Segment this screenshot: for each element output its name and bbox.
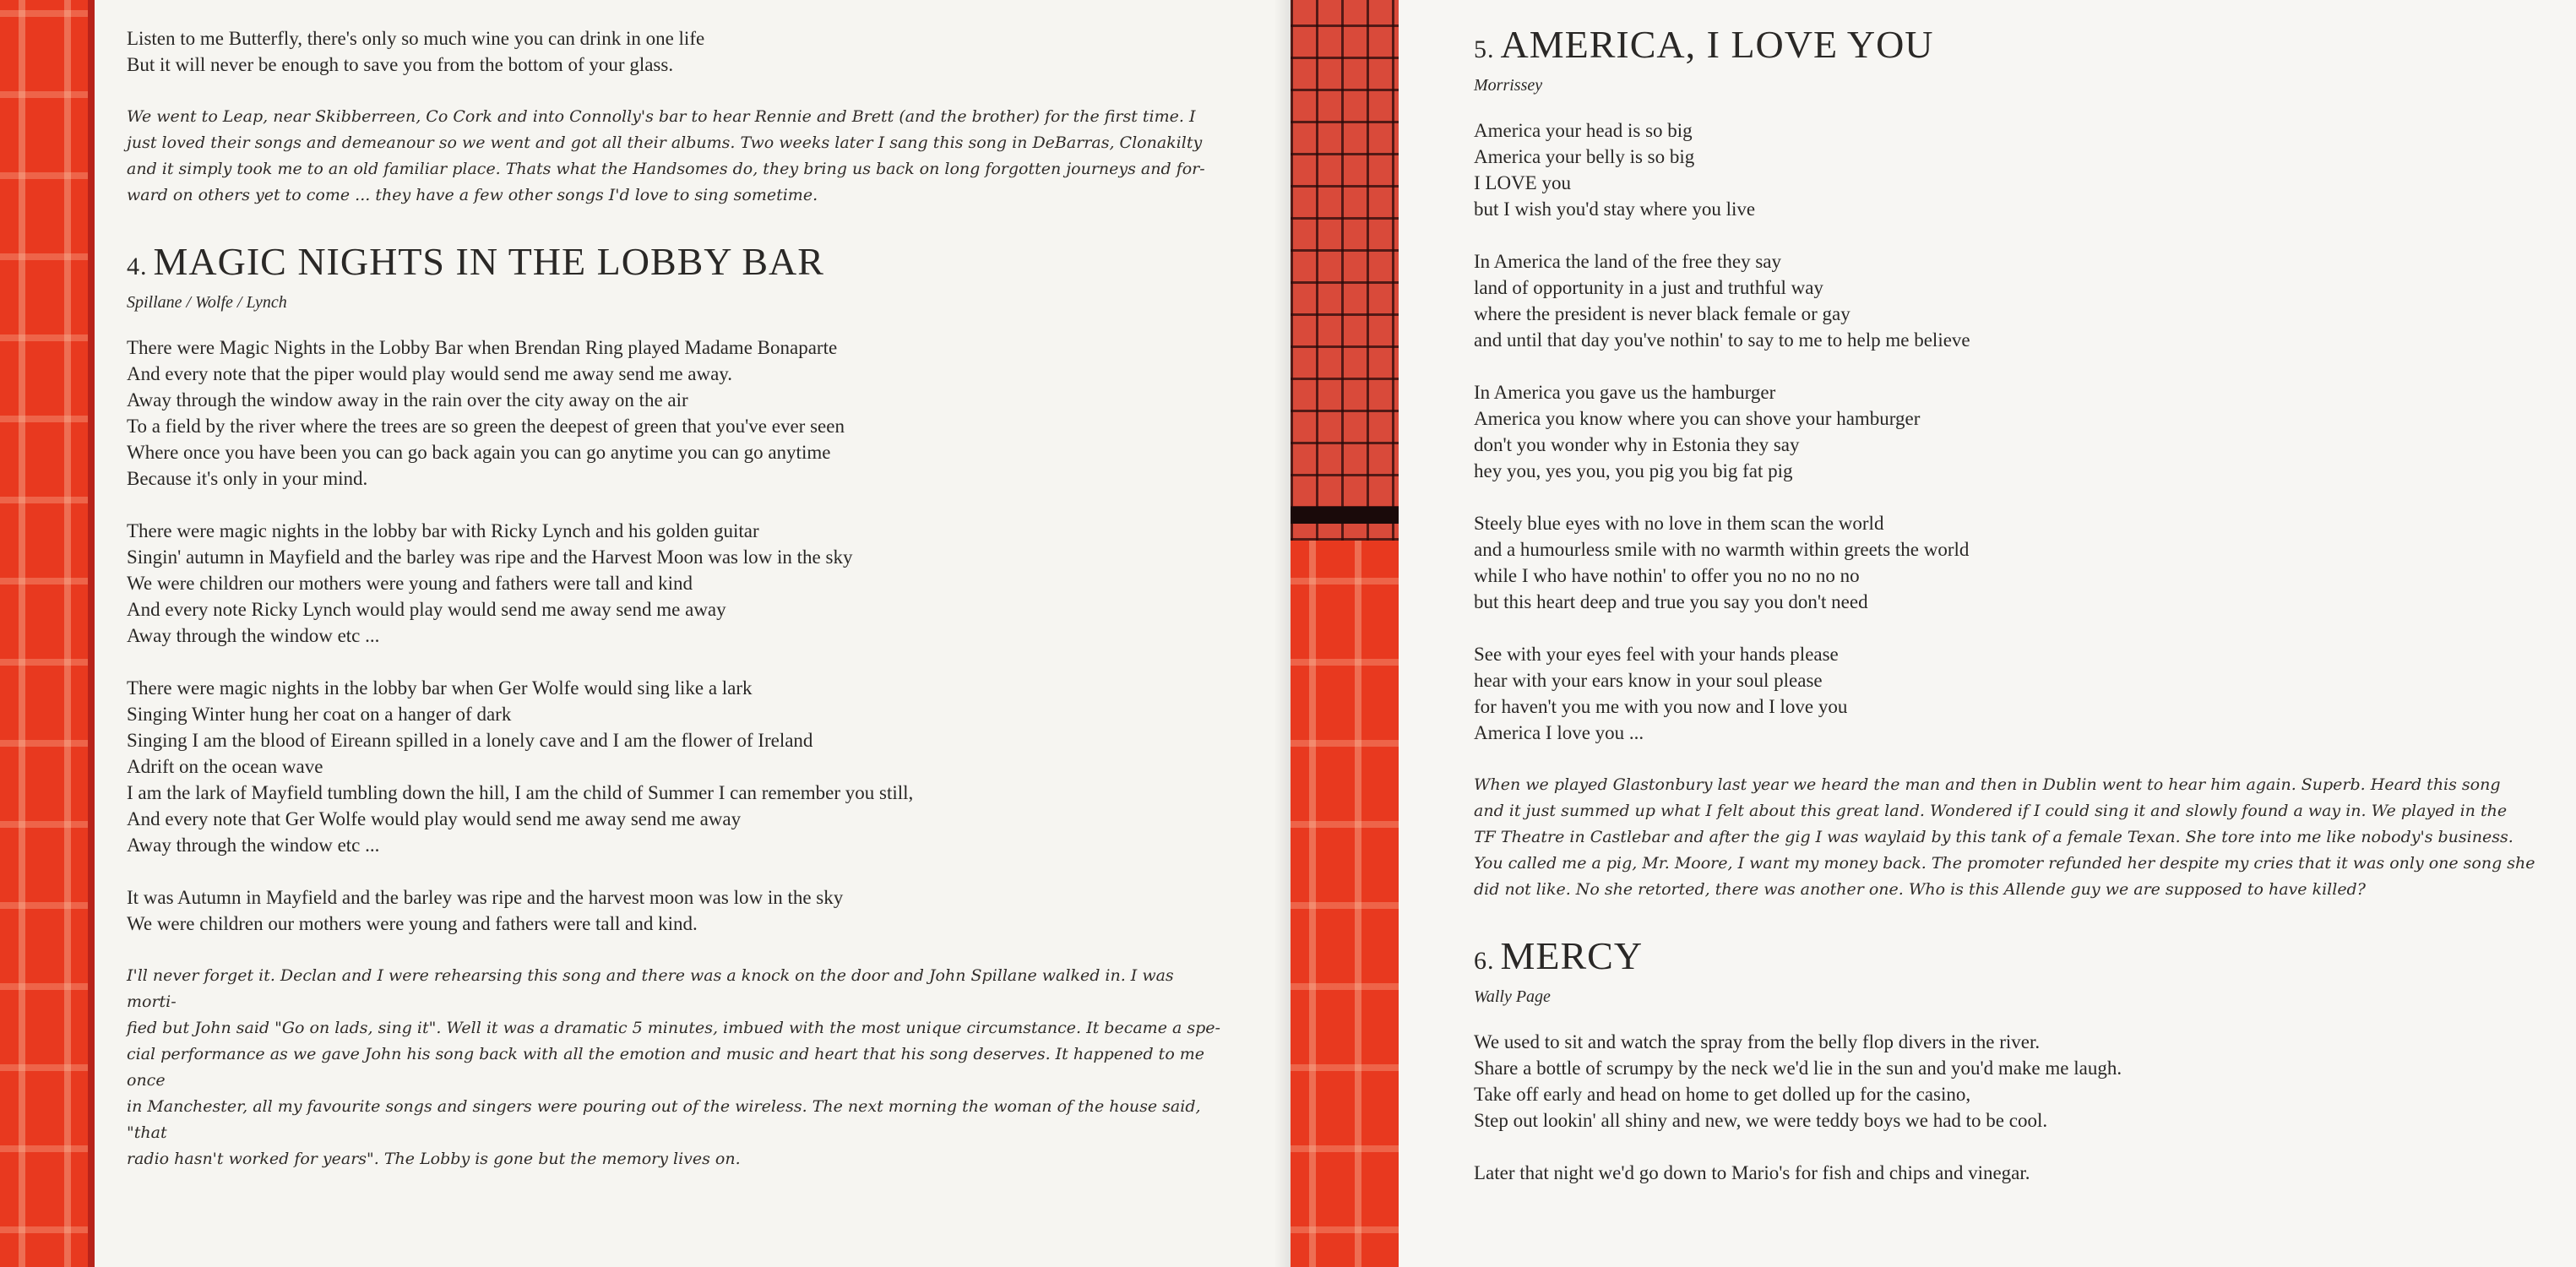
song-number: 4. xyxy=(127,253,148,280)
stanza xyxy=(127,884,1225,937)
song-name: AMERICA, I LOVE YOU xyxy=(1500,23,1934,66)
song-name: MAGIC NIGHTS IN THE LOBBY BAR xyxy=(153,240,824,283)
note-line: cial performance as we gave John his song back with all the emotion and music and heart that his song deserves. It happened to me once xyxy=(127,1045,1205,1090)
stanza xyxy=(1474,117,2555,222)
stanza xyxy=(127,334,1225,492)
lyric-line: where the president is never black female or gay xyxy=(1474,303,1850,324)
lyric-line: In America the land of the free they say xyxy=(1474,251,1782,272)
note-line: ward on others yet to come ... they have a few other songs I'd love to sing sometime. xyxy=(127,186,818,204)
lyric-line: I am the lark of Mayfield tumbling down the hill, I am the child of Summer I can remember you still, xyxy=(127,782,914,803)
lyric-line: Steely blue eyes with no love in them scan the world xyxy=(1474,513,1884,534)
song-note xyxy=(1474,772,2555,903)
song-number: 6. xyxy=(1474,947,1495,975)
lyric-line: There were magic nights in the lobby bar with Ricky Lynch and his golden guitar xyxy=(127,520,759,541)
lyric-line: Singin' autumn in Mayfield and the barley was ripe and the Harvest Moon was low in the sky xyxy=(127,546,853,568)
note-line: did not like. No she retorted, there was another one. Who is this Allende guy we are supposed to have killed? xyxy=(1474,880,2366,899)
lyric-line: Because it's only in your mind. xyxy=(127,468,368,489)
lyric-line: In America you gave us the hamburger xyxy=(1474,382,1776,403)
lyric-line: for haven't you me with you now and I love you xyxy=(1474,696,1848,717)
lyric-line: And every note that Ger Wolfe would play would send me away send me away xyxy=(127,808,742,829)
lyric-line: Away through the window etc ... xyxy=(127,625,380,646)
left-page-text xyxy=(127,25,1225,1206)
note-line: radio hasn't worked for years". The Lobby is gone but the memory lives on. xyxy=(127,1150,741,1168)
lyric-line: and until that day you've nothin' to say to me to help me believe xyxy=(1474,329,1970,351)
lyric-line: We were children our mothers were young and fathers were tall and kind. xyxy=(127,913,698,934)
lyric-line: See with your eyes feel with your hands please xyxy=(1474,644,1839,665)
lyric-line: America your belly is so big xyxy=(1474,146,1695,167)
song-credit: Morrissey xyxy=(1474,76,1543,95)
lyric-line: hear with your ears know in your soul please xyxy=(1474,670,1823,691)
center-artwork-strip xyxy=(1291,0,1399,1267)
lyric-line: Adrift on the ocean wave xyxy=(127,756,323,777)
note-line: When we played Glastonbury last year we heard the man and then in Dublin went to hear him again. Superb. Heard this song xyxy=(1474,775,2501,794)
stanza xyxy=(127,675,1225,858)
lyric-line: And every note that the piper would play would send me away send me away. xyxy=(127,363,733,384)
left-edge-artwork xyxy=(0,0,95,1267)
song-credit: Spillane / Wolfe / Lynch xyxy=(127,293,287,312)
note-line: just loved their songs and demeanour so we went and got all their albums. Two weeks later I sang this song in DeBarras, Clonakilty xyxy=(127,133,1203,152)
lyric-line: Take off early and head on home to get dolled up for the casino, xyxy=(1474,1084,1971,1105)
lyric-line: We used to sit and watch the spray from the belly flop divers in the river. xyxy=(1474,1031,2041,1052)
note-line: and it just summed up what I felt about this great land. Wondered if I could sing it and slowly found a way in. We played in the xyxy=(1474,802,2508,820)
lyric-line: and a humourless smile with no warmth within greets the world xyxy=(1474,539,1970,560)
lyric-line: Step out lookin' all shiny and new, we were teddy boys we had to be cool. xyxy=(1474,1110,2048,1131)
intro-lyrics xyxy=(127,25,1225,78)
lyric-line: Listen to me Butterfly, there's only so much wine you can drink in one life xyxy=(127,28,705,49)
note-line: You called me a pig, Mr. Moore, I want my money back. The promoter refunded her despite my cries that it was only one song she xyxy=(1474,854,2535,873)
intro-note xyxy=(127,104,1225,209)
note-line: I'll never forget it. Declan and I were rehearsing this song and there was a knock on the door and John Spillane walked in. I was morti- xyxy=(127,966,1174,1011)
song-title-4 xyxy=(127,242,1225,281)
lyric-line: But it will never be enough to save you from the bottom of your glass. xyxy=(127,54,674,75)
song-note xyxy=(127,963,1225,1172)
lyric-line: don't you wonder why in Estonia they say xyxy=(1474,434,1800,455)
note-line: fied but John said "Go on lads, sing it". Well it was a dramatic 5 minutes, imbued with the most unique circumstance. It became a spe- xyxy=(127,1019,1220,1037)
lyric-line: Singing I am the blood of Eireann spilled in a lonely cave and I am the flower of Ireland xyxy=(127,730,813,751)
right-page-text xyxy=(1474,25,2555,1212)
note-line: We went to Leap, near Skibberreen, Co Cork and into Connolly's bar to hear Rennie and Brett (and the brother) for the first time. I xyxy=(127,107,1196,126)
lyric-line: but this heart deep and true you say you don't need xyxy=(1474,591,1868,612)
lyric-line: Singing Winter hung her coat on a hanger of dark xyxy=(127,704,512,725)
lyric-line: To a field by the river where the trees are so green the deepest of green that you've ever seen xyxy=(127,416,845,437)
lyric-line: America I love you ... xyxy=(1474,722,1644,743)
lyric-line: while I who have nothin' to offer you no no no no xyxy=(1474,565,1860,586)
song-title-6 xyxy=(1474,934,2555,977)
lyric-line: Away through the window etc ... xyxy=(127,835,380,856)
lyric-line: America you know where you can shove your hamburger xyxy=(1474,408,1921,429)
lyric-line: There were magic nights in the lobby bar when Ger Wolfe would sing like a lark xyxy=(127,677,753,699)
stanza xyxy=(1474,248,2555,353)
lyric-line: land of opportunity in a just and truthful way xyxy=(1474,277,1823,298)
note-line: and it simply took me to an old familiar place. Thats what the Handsomes do, they bring us back on long forgotten journeys and for- xyxy=(127,160,1205,178)
lyric-line: America your head is so big xyxy=(1474,120,1693,141)
lyric-line: but I wish you'd stay where you live xyxy=(1474,198,1756,220)
stanza xyxy=(1474,1160,2555,1186)
book-gutter xyxy=(1274,0,1291,1267)
note-line: in Manchester, all my favourite songs and singers were pouring out of the wireless. The next morning the woman of the house said, "that xyxy=(127,1097,1201,1142)
lyric-line: I LOVE you xyxy=(1474,172,1571,193)
song-number: 5. xyxy=(1474,35,1495,63)
song-title-5 xyxy=(1474,25,2555,64)
lyric-line: It was Autumn in Mayfield and the barley was ripe and the harvest moon was low in the sky xyxy=(127,887,844,908)
stanza xyxy=(1474,510,2555,615)
lyric-line: hey you, yes you, you pig you big fat pig xyxy=(1474,460,1793,481)
lyric-line: Where once you have been you can go back again you can go anytime you can go anytime xyxy=(127,442,831,463)
lyric-line: Later that night we'd go down to Mario's for fish and chips and vinegar. xyxy=(1474,1162,2030,1183)
stanza xyxy=(1474,379,2555,484)
lyric-line: And every note Ricky Lynch would play would send me away send me away xyxy=(127,599,726,620)
stanza xyxy=(1474,641,2555,746)
lyric-line: We were children our mothers were young and fathers were tall and kind xyxy=(127,573,693,594)
song-credit: Wally Page xyxy=(1474,987,1551,1006)
song-name: MERCY xyxy=(1500,934,1644,977)
note-line: TF Theatre in Castlebar and after the gig I was waylaid by this tank of a female Texan. She tore into me like nobody's business. xyxy=(1474,828,2514,846)
stanza xyxy=(1474,1029,2555,1134)
stanza xyxy=(127,518,1225,649)
lyric-line: Share a bottle of scrumpy by the neck we'd lie in the sun and you'd make me laugh. xyxy=(1474,1058,2122,1079)
lyric-line: There were Magic Nights in the Lobby Bar when Brendan Ring played Madame Bonaparte xyxy=(127,337,838,358)
lyric-line: Away through the window away in the rain over the city away on the air xyxy=(127,389,688,411)
